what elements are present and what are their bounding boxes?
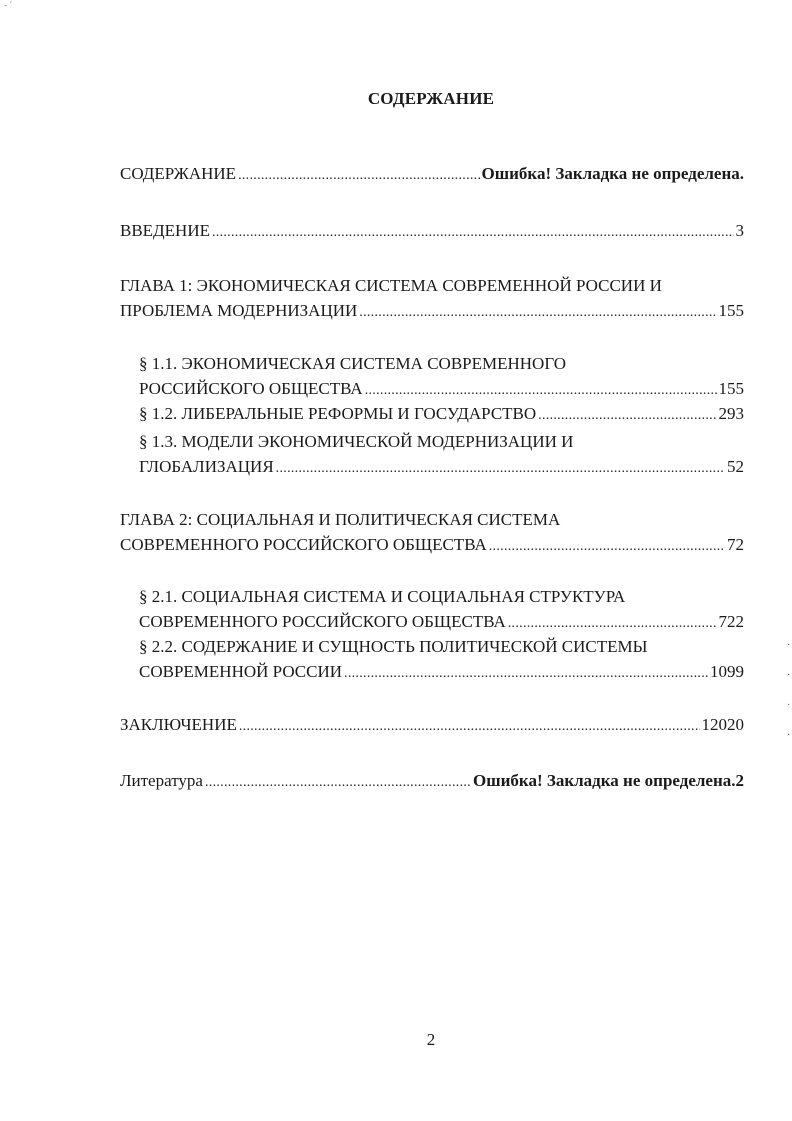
dot-leader (359, 298, 716, 325)
scan-artifact: · (787, 700, 791, 711)
dot-leader (489, 532, 725, 559)
toc-entry-text: ЗАКЛЮЧЕНИЕ (120, 715, 237, 734)
toc-entry-conclusion[interactable] (120, 712, 744, 739)
toc-entry-text: § 1.2. ЛИБЕРАЛЬНЫЕ РЕФОРМЫ И ГОСУДАРСТВО (139, 404, 537, 423)
toc-entry-text: СОВРЕМЕННОГО РОССИЙСКОГО ОБЩЕСТВА (139, 612, 506, 631)
toc-page-ref: 72 (727, 535, 744, 554)
toc-entry-text: СОВРЕМЕННОГО РОССИЙСКОГО ОБЩЕСТВА (120, 535, 487, 554)
dot-leader (344, 659, 708, 686)
toc-entry-section-2-1[interactable] (139, 584, 744, 636)
toc-entry-text: § 2.1. СОЦИАЛЬНАЯ СИСТЕМА И СОЦИАЛЬНАЯ СТРУКТУРА (139, 587, 626, 606)
toc-page-ref: 12020 (701, 715, 744, 734)
toc-entry-text: СОДЕРЖАНИЕ (120, 164, 237, 183)
toc-entry-section-1-3[interactable] (139, 429, 744, 481)
toc-entry-text: ПРОБЛЕМА МОДЕРНИЗАЦИИ (120, 301, 358, 320)
scan-artifact: · (787, 730, 791, 741)
toc-entry-section-2-2[interactable] (139, 634, 744, 686)
dot-leader (365, 376, 717, 403)
toc-entry-text: СОВРЕМЕННОЙ РОССИИ (139, 662, 343, 681)
dot-leader (205, 768, 471, 795)
page-number: 2 (426, 1030, 436, 1049)
toc-entry-text: ГЛОБАЛИЗАЦИЯ (139, 457, 274, 476)
toc-entry-contents[interactable] (120, 161, 744, 188)
toc-entry-chapter-1[interactable] (120, 273, 744, 325)
toc-page-ref: 52 (727, 457, 744, 476)
toc-entry-literature[interactable] (120, 768, 744, 795)
dot-leader (538, 401, 716, 428)
toc-entry-chapter-2[interactable] (120, 507, 744, 559)
toc-entry-text: § 1.3. МОДЕЛИ ЭКОНОМИЧЕСКОЙ МОДЕРНИЗАЦИИ И (139, 432, 574, 451)
toc-page-ref: 722 (718, 612, 744, 631)
toc-entry-text: § 1.1. ЭКОНОМИЧЕСКАЯ СИСТЕМА СОВРЕМЕННОГО (139, 354, 567, 373)
dot-leader (508, 609, 717, 636)
dot-leader (239, 712, 700, 739)
toc-entry-text: ВВЕДЕНИЕ (120, 221, 210, 240)
toc-entry-text: § 2.2. СОДЕРЖАНИЕ И СУЩНОСТЬ ПОЛИТИЧЕСКОЙ СИСТЕМЫ (139, 637, 648, 656)
scan-artifact: · (787, 640, 791, 651)
toc-page-ref: 1099 (710, 662, 744, 681)
toc-page-ref: Ошибка! Закладка не определена.2 (473, 771, 744, 790)
toc-entry-text: Литература (120, 771, 203, 790)
toc-page-ref: 3 (735, 221, 744, 240)
toc-entry-text: РОССИЙСКОГО ОБЩЕСТВА (139, 379, 363, 398)
dot-leader (212, 218, 734, 245)
scan-artifact: · (787, 670, 791, 681)
page-title: СОДЕРЖАНИЕ (367, 89, 495, 108)
toc-entry-text: ГЛАВА 2: СОЦИАЛЬНАЯ И ПОЛИТИЧЕСКАЯ СИСТЕМА (120, 510, 561, 529)
toc-entry-text: ГЛАВА 1: ЭКОНОМИЧЕСКАЯ СИСТЕМА СОВРЕМЕННОЙ РОССИИ И (120, 276, 662, 295)
toc-page-ref: Ошибка! Закладка не определена. (481, 164, 744, 183)
dot-leader (276, 454, 725, 481)
toc-page-ref: 155 (718, 301, 744, 320)
scan-corner-mark: - ´ (4, 0, 13, 10)
toc-page-ref: 293 (718, 404, 744, 423)
dot-leader (238, 161, 479, 188)
toc-entry-section-1-1[interactable] (139, 351, 744, 403)
toc-entry-introduction[interactable] (120, 218, 744, 245)
toc-page-ref: 155 (718, 379, 744, 398)
toc-entry-section-1-2[interactable] (139, 401, 744, 428)
